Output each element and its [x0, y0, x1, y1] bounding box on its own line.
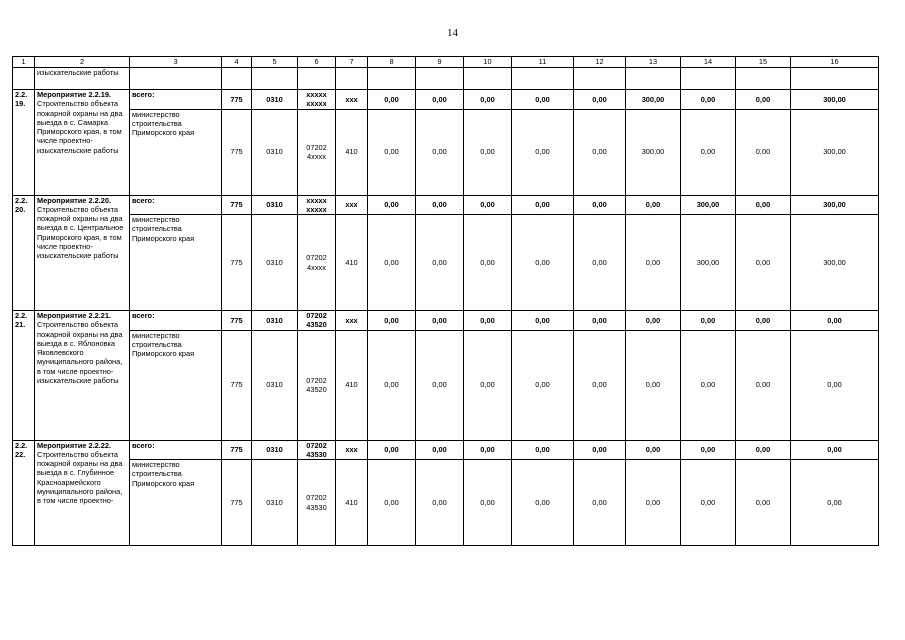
- year-value: 300,00: [681, 195, 736, 215]
- measure-detail-row: [13, 330, 879, 440]
- year-value: 300,00: [681, 215, 736, 311]
- executor-label: министерство строительства Приморского края: [130, 460, 222, 546]
- executor-label: министерство строительства Приморского края: [130, 330, 222, 440]
- year-value: 0,00: [464, 195, 512, 215]
- empty-cell: [298, 68, 336, 90]
- year-value: 0,00: [416, 90, 464, 110]
- column-number: 3: [130, 57, 222, 68]
- year-value: 0,00: [368, 215, 416, 311]
- year-value: 0,00: [416, 440, 464, 460]
- carryover-text: изыскательские работы: [35, 68, 130, 90]
- empty-cell: [791, 68, 879, 90]
- column-number: 12: [574, 57, 626, 68]
- section-code: 0310: [252, 460, 298, 546]
- executor-label: министерство строительства Приморского края: [130, 109, 222, 195]
- column-number: 4: [222, 57, 252, 68]
- year-value: 0,00: [681, 109, 736, 195]
- measure-detail-row: [13, 460, 879, 546]
- measure-title: Мероприятие 2.2.22.: [37, 440, 112, 450]
- year-value: 0,00: [736, 109, 791, 195]
- year-value: 0,00: [512, 311, 574, 331]
- year-value: 0,00: [512, 215, 574, 311]
- empty-cell: [416, 68, 464, 90]
- empty-cell: [336, 68, 368, 90]
- year-value: 0,00: [736, 195, 791, 215]
- ministry-code: 775: [222, 195, 252, 215]
- empty-cell: [130, 68, 222, 90]
- year-value: 0,00: [626, 195, 681, 215]
- year-value: 0,00: [464, 440, 512, 460]
- year-value: 0,00: [626, 460, 681, 546]
- executor-label: министерство строительства Приморского края: [130, 215, 222, 311]
- year-value: 0,00: [791, 440, 879, 460]
- year-value: 300,00: [626, 90, 681, 110]
- section-code: 0310: [252, 195, 298, 215]
- column-number: 2: [35, 57, 130, 68]
- year-value: 0,00: [681, 311, 736, 331]
- measure-total-row: [13, 90, 879, 110]
- year-value: 0,00: [574, 195, 626, 215]
- year-value: 0,00: [416, 460, 464, 546]
- measure-title: Мероприятие 2.2.21.: [37, 311, 112, 320]
- year-value: 300,00: [791, 109, 879, 195]
- ministry-code: 775: [222, 440, 252, 460]
- column-number: 6: [298, 57, 336, 68]
- ministry-code: 775: [222, 215, 252, 311]
- year-value: 0,00: [626, 215, 681, 311]
- year-value: 0,00: [512, 460, 574, 546]
- year-value: 0,00: [464, 330, 512, 440]
- year-value: 300,00: [791, 215, 879, 311]
- measure-description: [35, 440, 130, 546]
- year-value: 0,00: [736, 90, 791, 110]
- measure-detail-row: [13, 215, 879, 311]
- expense-type: 410: [336, 215, 368, 311]
- column-number: 5: [252, 57, 298, 68]
- section-code: 0310: [252, 109, 298, 195]
- measure-detail-row: [13, 109, 879, 195]
- year-value: 0,00: [574, 90, 626, 110]
- year-value: 0,00: [368, 440, 416, 460]
- year-value: 0,00: [416, 311, 464, 331]
- column-number: 15: [736, 57, 791, 68]
- empty-cell: [681, 68, 736, 90]
- column-number: 10: [464, 57, 512, 68]
- expense-type: xxx: [336, 311, 368, 331]
- ministry-code: 775: [222, 460, 252, 546]
- column-number: 16: [791, 57, 879, 68]
- column-number: 8: [368, 57, 416, 68]
- year-value: 0,00: [512, 440, 574, 460]
- year-value: 300,00: [791, 195, 879, 215]
- ministry-code: 775: [222, 311, 252, 331]
- carryover-row: [13, 68, 879, 90]
- target-code: 07202 43530: [298, 460, 336, 546]
- empty-cell: [574, 68, 626, 90]
- total-label: всего:: [130, 311, 222, 331]
- year-value: 0,00: [574, 440, 626, 460]
- year-value: 0,00: [368, 90, 416, 110]
- empty-cell: [13, 68, 35, 90]
- year-value: 0,00: [626, 311, 681, 331]
- year-value: 0,00: [368, 109, 416, 195]
- measure-title: Мероприятие 2.2.19.: [37, 90, 112, 99]
- target-code: 07202 4xxxx: [298, 215, 336, 311]
- measure-total-row: [13, 195, 879, 215]
- measure-total-row: [13, 440, 879, 460]
- target-code: xxxxx xxxxx: [298, 195, 336, 215]
- measure-desc-text: Строительство объекта пожарной охраны на два выезда в с. Глубинное Красноармейского муниципального района, в том числе проектно-: [37, 449, 123, 505]
- column-number: 14: [681, 57, 736, 68]
- measure-description: [35, 311, 130, 441]
- empty-cell: [252, 68, 298, 90]
- ministry-code: 775: [222, 90, 252, 110]
- year-value: 0,00: [626, 440, 681, 460]
- measure-number: 2.2. 19.: [13, 90, 35, 196]
- ministry-code: 775: [222, 109, 252, 195]
- section-code: 0310: [252, 311, 298, 331]
- target-code: xxxxx xxxxx: [298, 90, 336, 110]
- ministry-code: 775: [222, 330, 252, 440]
- year-value: 0,00: [416, 215, 464, 311]
- year-value: 0,00: [512, 195, 574, 215]
- measure-description: [35, 195, 130, 311]
- measure-desc-text: Строительство объекта пожарной охраны на два выезда в с. Яблоновка Яковлевского муниципального района, в том числе проектно-изыскательские работы: [37, 320, 123, 385]
- empty-cell: [464, 68, 512, 90]
- measure-number: 2.2. 20.: [13, 195, 35, 311]
- measure-desc-text: Строительство объекта пожарной охраны на два выезда в с. Центральное Приморского края, в том числе проектно-изыскательские работы: [37, 204, 124, 260]
- column-number: 1: [13, 57, 35, 68]
- year-value: 0,00: [368, 330, 416, 440]
- expense-type: 410: [336, 330, 368, 440]
- year-value: 0,00: [464, 109, 512, 195]
- year-value: 0,00: [791, 311, 879, 331]
- measure-title: Мероприятие 2.2.20.: [37, 195, 112, 205]
- column-number: 9: [416, 57, 464, 68]
- year-value: 0,00: [512, 330, 574, 440]
- year-value: 0,00: [626, 330, 681, 440]
- year-value: 0,00: [574, 215, 626, 311]
- total-label: всего:: [130, 195, 222, 215]
- expense-type: xxx: [336, 440, 368, 460]
- page-number: 14: [447, 27, 458, 39]
- expense-type: 410: [336, 109, 368, 195]
- year-value: 0,00: [512, 90, 574, 110]
- year-value: 0,00: [464, 311, 512, 331]
- year-value: 0,00: [416, 330, 464, 440]
- year-value: 300,00: [626, 109, 681, 195]
- empty-cell: [512, 68, 574, 90]
- year-value: 0,00: [368, 460, 416, 546]
- measure-description: [35, 90, 130, 196]
- year-value: 0,00: [681, 330, 736, 440]
- year-value: 0,00: [681, 440, 736, 460]
- expense-type: 410: [336, 460, 368, 546]
- year-value: 0,00: [368, 195, 416, 215]
- measure-number: 2.2. 22.: [13, 440, 35, 546]
- column-number: 11: [512, 57, 574, 68]
- header-row: [13, 57, 879, 68]
- year-value: 0,00: [416, 195, 464, 215]
- total-label: всего:: [130, 440, 222, 460]
- measure-desc-text: Строительство объекта пожарной охраны на два выезда в с. Самарка Приморского края, в том числе проектно-изыскательские работы: [37, 99, 123, 155]
- expense-type: xxx: [336, 90, 368, 110]
- column-number: 7: [336, 57, 368, 68]
- year-value: 0,00: [464, 460, 512, 546]
- target-code: 07202 43530: [298, 440, 336, 460]
- total-label: всего:: [130, 90, 222, 110]
- year-value: 0,00: [464, 90, 512, 110]
- year-value: 0,00: [791, 330, 879, 440]
- empty-cell: [626, 68, 681, 90]
- year-value: 0,00: [574, 311, 626, 331]
- year-value: 0,00: [368, 311, 416, 331]
- year-value: 0,00: [512, 109, 574, 195]
- measure-number: 2.2. 21.: [13, 311, 35, 441]
- year-value: 0,00: [681, 90, 736, 110]
- year-value: 0,00: [574, 460, 626, 546]
- year-value: 0,00: [736, 460, 791, 546]
- year-value: 0,00: [736, 330, 791, 440]
- target-code: 07202 43520: [298, 311, 336, 331]
- year-value: 0,00: [736, 440, 791, 460]
- year-value: 0,00: [681, 460, 736, 546]
- empty-cell: [736, 68, 791, 90]
- year-value: 0,00: [791, 460, 879, 546]
- column-number: 13: [626, 57, 681, 68]
- year-value: 0,00: [464, 215, 512, 311]
- year-value: 0,00: [736, 215, 791, 311]
- section-code: 0310: [252, 90, 298, 110]
- year-value: 0,00: [574, 330, 626, 440]
- empty-cell: [368, 68, 416, 90]
- measure-total-row: [13, 311, 879, 331]
- year-value: 0,00: [574, 109, 626, 195]
- target-code: 07202 4xxxx: [298, 109, 336, 195]
- budget-table: [12, 56, 879, 546]
- section-code: 0310: [252, 330, 298, 440]
- empty-cell: [222, 68, 252, 90]
- year-value: 0,00: [736, 311, 791, 331]
- expense-type: xxx: [336, 195, 368, 215]
- section-code: 0310: [252, 440, 298, 460]
- year-value: 300,00: [791, 90, 879, 110]
- target-code: 07202 43520: [298, 330, 336, 440]
- year-value: 0,00: [416, 109, 464, 195]
- section-code: 0310: [252, 215, 298, 311]
